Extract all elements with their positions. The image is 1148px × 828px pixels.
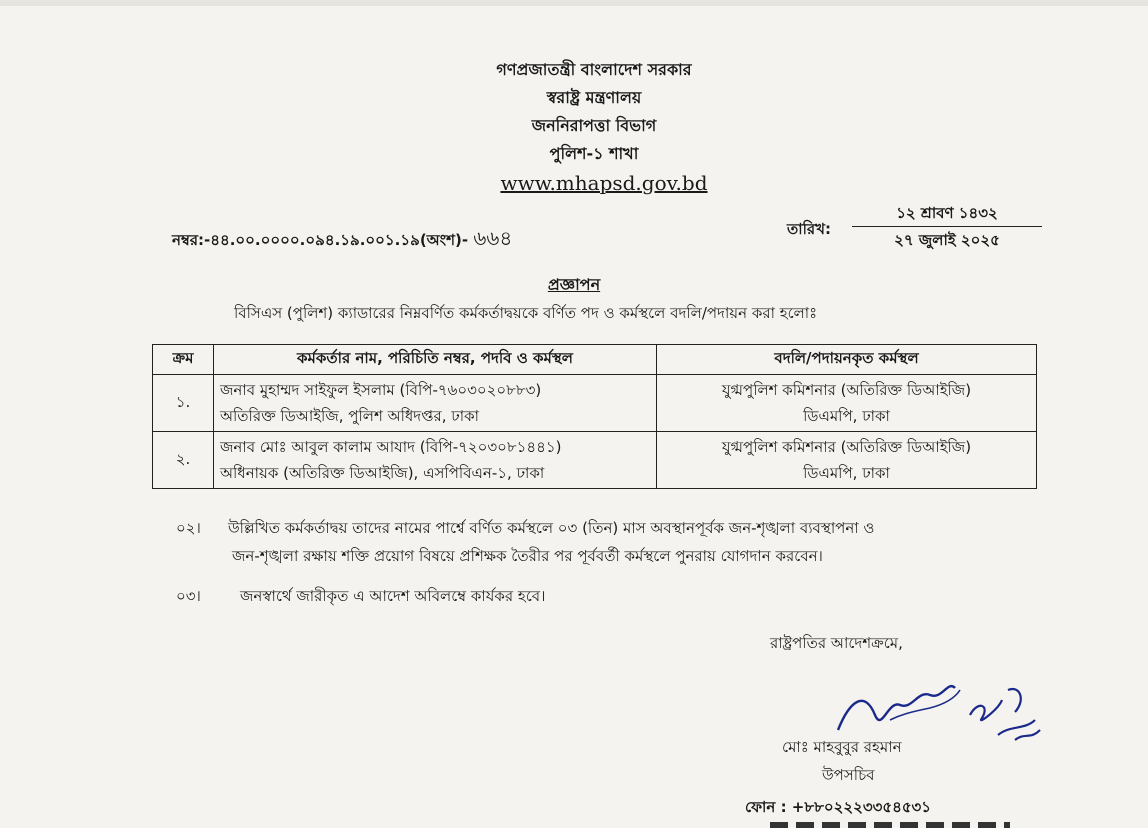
cropped-text-edge bbox=[770, 822, 1010, 828]
division-name: জননিরাপত্তা বিভাগ bbox=[531, 116, 657, 135]
posting-place: ডিএমপি, ঢাকা bbox=[803, 407, 890, 425]
document-title bbox=[0, 272, 1148, 299]
col-officer: কর্মকর্তার নাম, পরিচিতি নম্বর, পদবি ও কর্মস্থল bbox=[214, 345, 657, 375]
transfer-table bbox=[152, 344, 1037, 489]
date-label: তারিখ: bbox=[787, 220, 831, 238]
website-link[interactable]: www.mhapsd.gov.bd bbox=[500, 171, 708, 195]
posting-title: যুগ্মপুলিশ কমিশনার (অতিরিক্ত ডিআইজি) bbox=[721, 381, 972, 399]
date-bangla: ১২ শ্রাবণ ১৪৩২ bbox=[852, 200, 1042, 227]
signatory-name: মোঃ মাহবুবুর রহমান bbox=[782, 738, 902, 756]
posting-place: ডিএমপি, ঢাকা bbox=[803, 464, 890, 482]
posting-cell bbox=[657, 375, 1037, 432]
memo-number bbox=[172, 224, 512, 257]
paragraph-number: ০৩। bbox=[176, 587, 201, 605]
officer-current-post: অতিরিক্ত ডিআইজি, পুলিশ অধিদপ্তর, ঢাকা bbox=[220, 407, 479, 425]
officer-name: জনাব মোঃ আবুল কালাম আযাদ (বিপি-৭২০৩০৮১৪৪১) bbox=[220, 438, 562, 456]
date-english: ২৭ জুলাই ২০২৫ bbox=[894, 231, 1000, 249]
by-order-text: রাষ্ট্রপতির আদেশক্রমে, bbox=[770, 634, 903, 652]
paragraph-03 bbox=[176, 582, 545, 610]
col-posting: বদলি/পদায়নকৃত কর্মস্থল bbox=[657, 345, 1037, 375]
title-text: প্রজ্ঞাপন bbox=[547, 275, 601, 294]
phone-number: ফোন : +৮৮০২২২৩৩৫৪৫৩১ bbox=[745, 798, 932, 816]
top-edge bbox=[0, 0, 1148, 6]
officer-cell bbox=[214, 375, 657, 432]
intro-text: বিসিএস (পুলিশ) ক্যাডারের নিম্নবর্ণিত কর্মকর্তাদ্বয়কে বর্ণিত পদ ও কর্মস্থলে বদলি/পদায়ন করা হলোঃ bbox=[234, 304, 818, 322]
row-serial: ১. bbox=[153, 375, 214, 432]
table-header-row bbox=[153, 345, 1037, 375]
ministry-name: স্বরাষ্ট্র মন্ত্রণালয় bbox=[546, 88, 642, 107]
officer-current-post: অধিনায়ক (অতিরিক্ত ডিআইজি), এসপিবিএন-১, ঢাকা bbox=[220, 464, 545, 482]
paragraph-number: ০২। bbox=[176, 519, 201, 537]
table-row bbox=[153, 432, 1037, 489]
paragraph-text: উল্লিখিত কর্মকর্তাদ্বয় তাদের নামের পার্শ্বে বর্ণিত কর্মস্থলে ০৩ (তিন) মাস অবস্থানপূর্বক জন-শৃঙ্খলা ব্যবস্থাপনা ও bbox=[228, 519, 875, 537]
date-box bbox=[852, 200, 1042, 253]
col-serial: ক্রম bbox=[153, 345, 214, 375]
row-serial: ২. bbox=[153, 432, 214, 489]
signature-stroke bbox=[838, 686, 955, 730]
memo-prefix: নম্বর:-৪৪.০০.০০০০.০৯৪.১৯.০০১.১৯(অংশ)- bbox=[172, 231, 469, 249]
paragraph-text: জনস্বার্থে জারীকৃত এ আদেশ অবিলম্বে কার্যকর হবে। bbox=[240, 587, 546, 605]
officer-cell bbox=[214, 432, 657, 489]
posting-title: যুগ্মপুলিশ কমিশনার (অতিরিক্ত ডিআইজি) bbox=[721, 438, 972, 456]
memo-handwritten-number: ৬৬৪ bbox=[473, 226, 513, 250]
letterhead bbox=[0, 56, 1148, 198]
signatory-designation: উপসচিব bbox=[822, 766, 875, 784]
govt-name: গণপ্রজাতন্ত্রী বাংলাদেশ সরকার bbox=[496, 60, 692, 79]
posting-cell bbox=[657, 432, 1037, 489]
signature-date-stroke bbox=[970, 689, 1040, 740]
paragraph-02-line1 bbox=[176, 514, 1036, 542]
officer-name: জনাব মুহাম্মদ সাইফুল ইসলাম (বিপি-৭৬০৩০২০৮৮৩) bbox=[220, 381, 542, 399]
branch-name: পুলিশ-১ শাখা bbox=[549, 144, 639, 163]
paragraph-02 bbox=[176, 514, 1036, 570]
table-row bbox=[153, 375, 1037, 432]
paragraph-02-line2: জন-শৃঙ্খলা রক্ষায় শক্তি প্রয়োগ বিষয়ে প্রশিক্ষক তৈরীর পর পূর্ববর্তী কর্মস্থলে পুনরায় যোগদান করবেন। bbox=[232, 547, 823, 565]
